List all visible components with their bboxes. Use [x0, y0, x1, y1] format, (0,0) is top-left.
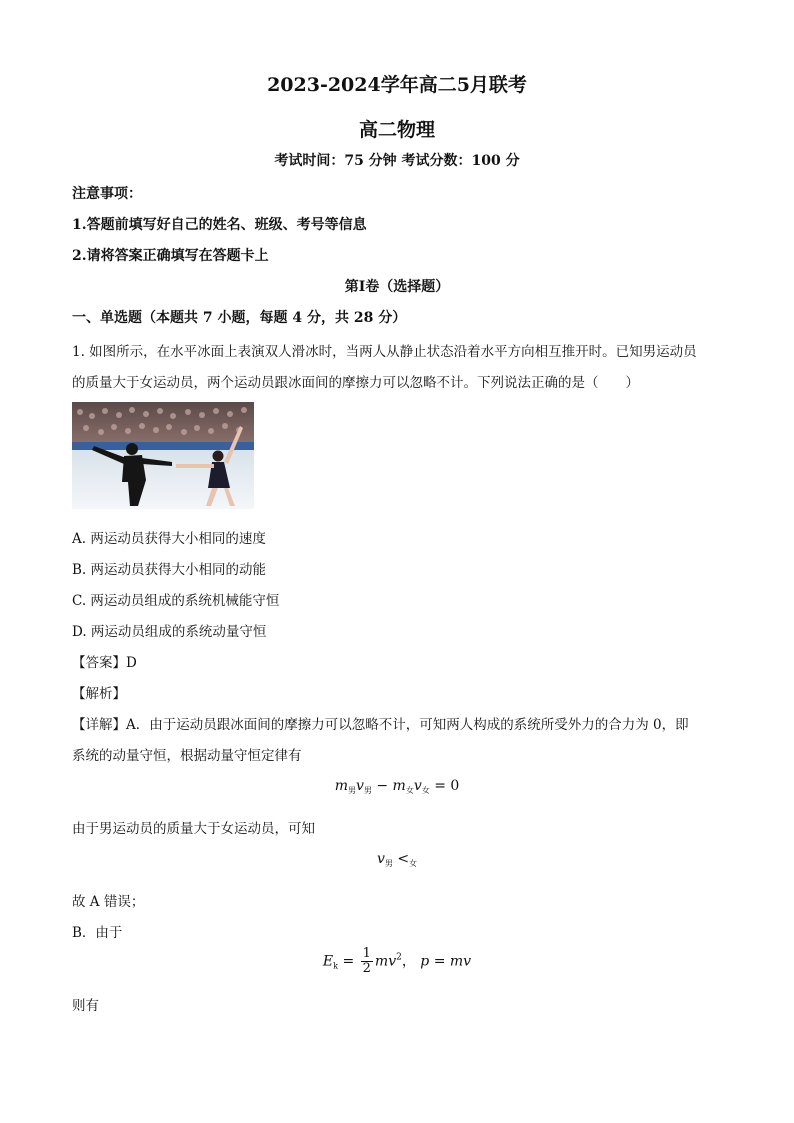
explanation-line-5: B．由于: [72, 925, 123, 941]
momentum-equation: $m_男v_男 - m_女v_女 = 0$: [334, 778, 460, 795]
answer-label: 【答案】: [72, 655, 126, 671]
exam-title: 2023-2024学年高二5月联考: [267, 74, 527, 96]
analysis-label: 【解析】: [72, 686, 126, 702]
figure-skating-photo: [72, 402, 254, 509]
kinetic-energy-equation: $E_k$ = $\frac{1}{2}$ $mv^2$， p = mv: [322, 946, 472, 976]
question-line-2: 的质量大于女运动员，两个运动员跟冰面间的摩擦力可以忽略不计。下列说法正确的是（ ）: [72, 375, 639, 391]
question-line-1: 1. 如图所示，在水平冰面上表演双人滑冰时，当两人从静止状态沿着水平方向相互推开时。已知男运动员: [72, 344, 697, 360]
explanation-line-3: 由于男运动员的质量大于女运动员，可知: [72, 821, 315, 837]
note-item-2: 2.请将答案正确填写在答题卡上: [72, 248, 269, 264]
explanation-line-4: 故 A 错误；: [72, 894, 145, 910]
explanation-line-1: 【详解】A．由于运动员跟冰面间的摩擦力可以忽略不计，可知两人构成的系统所受外力的合力为 0，即: [72, 717, 689, 733]
exam-info: 考试时间：75 分钟 考试分数：100 分: [274, 153, 520, 169]
explanation-line-6: 则有: [72, 998, 99, 1014]
explanation-line-2: 系统的动量守恒，根据动量守恒定律有: [72, 748, 302, 764]
notes-heading: 注意事项：: [72, 186, 142, 202]
note-item-1: 1.答题前填写好自己的姓名、班级、考号等信息: [72, 217, 367, 233]
option-c: C. 两运动员组成的系统机械能守恒: [72, 593, 280, 609]
velocity-inequality: $v_男 <_女$: [376, 851, 418, 868]
subject-title: 高二物理: [358, 119, 435, 141]
section-title: 一、单选题（本题共 7 小题，每题 4 分，共 28 分）: [72, 310, 407, 326]
answer-line: [72, 651, 137, 671]
volume-title: 第Ⅰ卷（选择题）: [344, 279, 450, 295]
option-a: A. 两运动员获得大小相同的速度: [72, 531, 266, 547]
option-d: D. 两运动员组成的系统动量守恒: [72, 624, 267, 640]
option-b: B. 两运动员获得大小相同的动能: [72, 562, 267, 578]
answer-value: D: [126, 655, 137, 671]
